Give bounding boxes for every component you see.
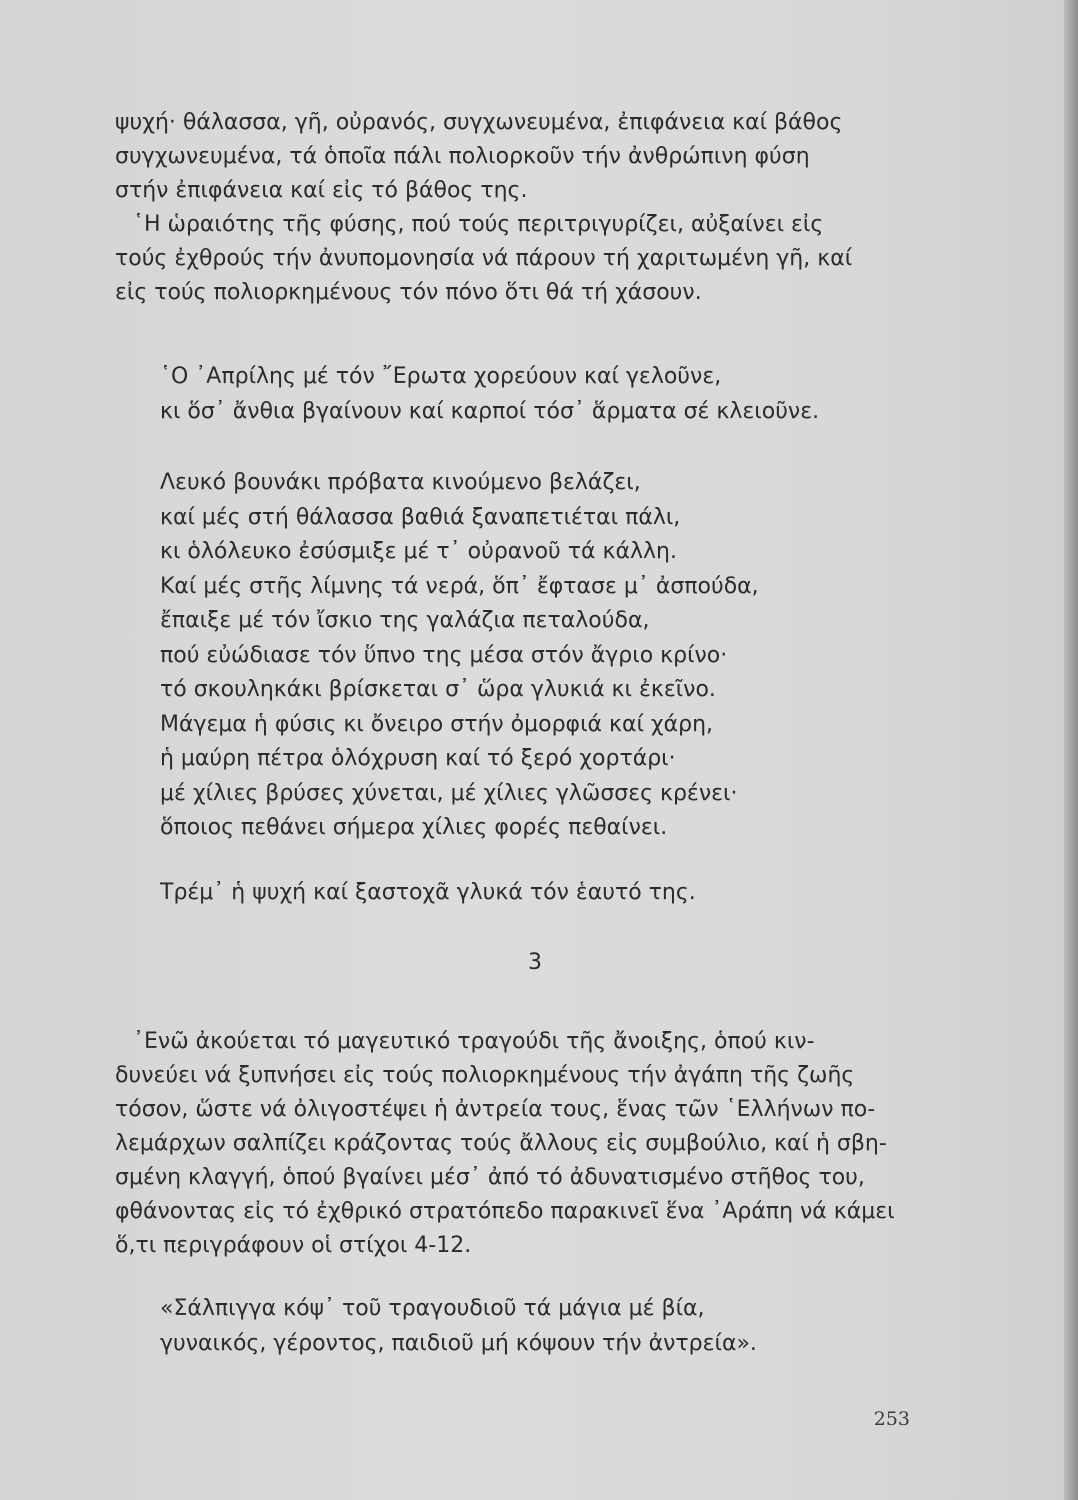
verse-line: Μάγεμα ἡ φύσις κι ὄνειρο στήν ὀμορφιά καί χάρη, — [160, 711, 714, 737]
verse-line: ῾Ο ᾿Απρίλης μέ τόν ῎Ερωτα χορεύουν καί γελοῦνε, — [160, 364, 722, 389]
verse-line: μέ χίλιες βρύσες χύνεται, μέ χίλιες γλῶσσες κρένει· — [160, 780, 738, 806]
text-line: ὅ,τι περιγράφουν οἱ στίχοι 4-12. — [115, 1233, 472, 1258]
text-line: ψυχή· θάλασσα, γῆ, οὐρανός, συγχωνευμένα, ἐπιφάνεια καί βάθος — [115, 110, 843, 135]
verse-line: κι ὁλόλευκο ἐσύσμιξε μέ τ᾿ οὐρανοῦ τά κάλλη. — [160, 539, 677, 564]
text-line: σμένη κλαγγή, ὁπού βγαίνει μέσ᾿ ἀπό τό ἀδυνατισμένο στῆθος του, — [115, 1165, 865, 1190]
verse-line: Καί μές στῆς λίμνης τά νερά, ὅπ᾿ ἔφτασε μ᾿ ἀσπούδα, — [160, 573, 759, 599]
text-block-top — [115, 106, 945, 310]
text-line: συγχωνευμένα, τά ὁποῖα πάλι πολιορκοῦν τήν ἀνθρώπινη φύση — [115, 144, 810, 169]
verse-line: κι ὅσ᾿ ἄνθια βγαίνουν καί καρποί τόσ᾿ ἅρματα σέ κλειοῦνε. — [160, 398, 820, 424]
paragraph-3 — [115, 1025, 945, 1263]
text-line: τούς ἐχθρούς τήν ἀνυπομονησία νά πάρουν τή χαριτωμένη γῆ, καί — [115, 246, 853, 271]
text-line: ᾿Ενῶ ἀκούεται τό μαγευτικό τραγούδι τῆς ἄνοιξης, ὁπού κιν- — [133, 1029, 815, 1054]
page-number: 253 — [873, 1408, 910, 1430]
verse-block-2 — [160, 466, 759, 846]
text-line: δυνεύει νά ξυπνήσει εἰς τούς πολιορκημένους τήν ἀγάπη τῆς ζωῆς — [115, 1063, 855, 1088]
verse-line: Τρέμ᾿ ἡ ψυχή καί ξαστοχᾶ γλυκά τόν ἑαυτό της. — [160, 880, 696, 905]
verse-line: πού εὐώδιασε τόν ὕπνο της μέσα στόν ἄγριο κρίνο· — [160, 642, 728, 668]
text-line: εἰς τούς πολιορκημένους τόν πόνο ὅτι θά τή χάσουν. — [115, 280, 702, 305]
text-line: ῾Η ὡραιότης τῆς φύσης, πού τούς περιτριγυρίζει, αὐξαίνει εἰς — [133, 212, 824, 237]
verse-block-4 — [160, 1292, 757, 1361]
paragraph-2 — [115, 208, 945, 310]
text-line: στήν ἐπιφάνεια καί εἰς τό βάθος της. — [115, 178, 528, 203]
verse-line: τό σκουληκάκι βρίσκεται σ᾿ ὥρα γλυκιά κι ἐκεῖνο. — [160, 677, 716, 702]
text-line: φθάνοντας εἰς τό ἐχθρικό στρατόπεδο παρακινεῖ ἕνα ᾿Αράπη νά κάμει — [115, 1199, 895, 1224]
verse-line: καί μές στή θάλασσα βαθιά ξαναπετιέται πάλι, — [160, 504, 681, 530]
text-block-bottom — [115, 1025, 945, 1263]
verse-block-3 — [160, 876, 696, 911]
verse-line: ἔπαιξε μέ τόν ἴσκιο της γαλάζια πεταλούδα, — [160, 608, 650, 633]
verse-line: γυναικός, γέροντος, παιδιοῦ μή κόψουν τήν ἀντρεία». — [160, 1330, 757, 1356]
verse-line: «Σάλπιγγα κόψ᾿ τοῦ τραγουδιοῦ τά μάγια μέ βία, — [160, 1296, 705, 1321]
text-line: λεμάρχων σαλπίζει κράζοντας τούς ἄλλους εἰς συμβούλιο, καί ἡ σβη- — [115, 1131, 887, 1156]
verse-block-1 — [160, 360, 819, 429]
page-edge — [1064, 0, 1078, 1500]
verse-line: ἡ μαύρη πέτρα ὁλόχρυση καί τό ξερό χορτάρι· — [160, 746, 676, 771]
paragraph-1 — [115, 106, 945, 208]
text-line: τόσον, ὥστε νά ὀλιγοστέψει ἡ ἀντρεία τους, ἕνας τῶν ῾Ελλήνων πο- — [115, 1097, 876, 1122]
verse-line: ὅποιος πεθάνει σήμερα χίλιες φορές πεθαίνει. — [160, 815, 668, 840]
verse-line: Λευκό βουνάκι πρόβατα κινούμενο βελάζει, — [160, 470, 641, 495]
section-number: 3 — [528, 950, 542, 975]
